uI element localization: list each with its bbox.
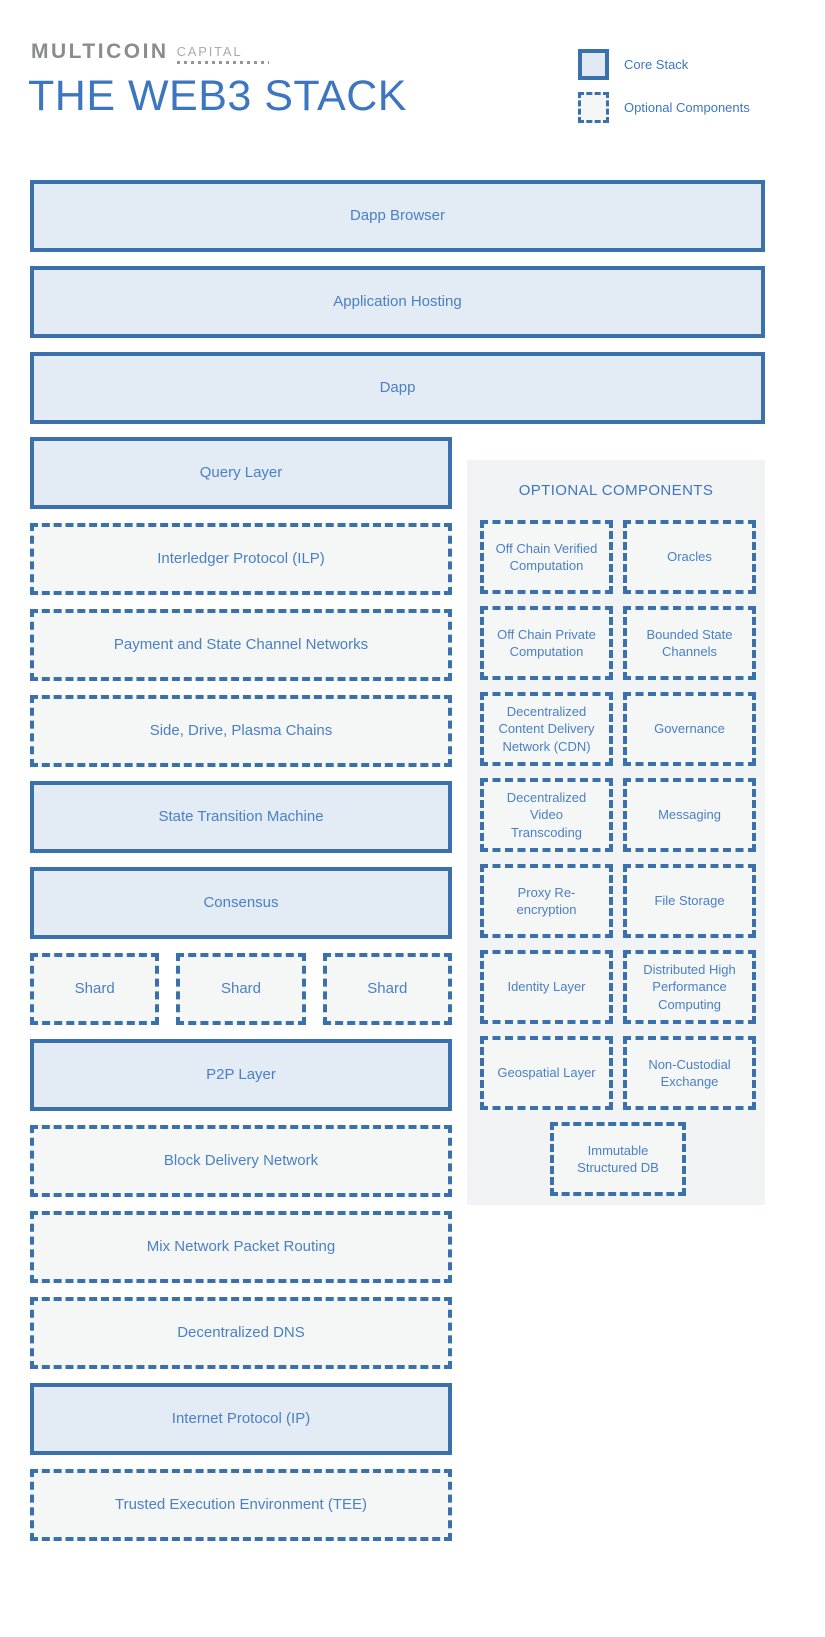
- core-stack-swatch-icon: [578, 49, 609, 80]
- multicoin-capital-logo: [31, 41, 269, 64]
- box-payment-state-channel-networks: Payment and State Channel Networks: [30, 609, 452, 681]
- full-width-stack: [30, 180, 765, 438]
- box-oracles: Oracles: [623, 520, 756, 594]
- box-immutable-structured-db: Immutable Structured DB: [550, 1122, 686, 1196]
- box-mix-network-packet-routing: Mix Network Packet Routing: [30, 1211, 452, 1283]
- logo-subwordmark-wrap: [177, 45, 269, 64]
- optional-components-panel: [467, 460, 765, 1205]
- optional-components-heading: OPTIONAL COMPONENTS: [518, 481, 714, 499]
- legend-row-core: [578, 49, 750, 80]
- box-off-chain-verified-computation: Off Chain Verified Computation: [480, 520, 613, 594]
- box-application-hosting: Application Hosting: [30, 266, 765, 338]
- legend-core-label: Core Stack: [624, 57, 689, 72]
- box-identity-layer: Identity Layer: [480, 950, 613, 1024]
- box-consensus: Consensus: [30, 867, 452, 939]
- optional-row-6: [480, 950, 756, 1024]
- box-messaging: Messaging: [623, 778, 756, 852]
- optional-components-swatch-icon: [578, 92, 609, 123]
- legend: [578, 49, 750, 135]
- box-shard-2: Shard: [176, 953, 305, 1025]
- optional-row-8: [480, 1122, 756, 1196]
- box-state-transition-machine: State Transition Machine: [30, 781, 452, 853]
- optional-row-1: [480, 520, 756, 594]
- box-side-drive-plasma-chains: Side, Drive, Plasma Chains: [30, 695, 452, 767]
- box-bounded-state-channels: Bounded State Channels: [623, 606, 756, 680]
- box-distributed-high-performance-computing: Distributed High Performance Computing: [623, 950, 756, 1024]
- optional-components-grid: [467, 520, 765, 1196]
- box-shard-3: Shard: [323, 953, 452, 1025]
- box-decentralized-cdn: Decentralized Content Delivery Network (CDN): [480, 692, 613, 766]
- box-interledger-protocol: Interledger Protocol (ILP): [30, 523, 452, 595]
- box-file-storage: File Storage: [623, 864, 756, 938]
- optional-row-5: [480, 864, 756, 938]
- logo-subwordmark: CAPITAL: [176, 44, 243, 59]
- logo-dotted-rule: [177, 61, 269, 64]
- box-dapp: Dapp: [30, 352, 765, 424]
- legend-optional-label: Optional Components: [624, 100, 750, 115]
- box-proxy-re-encryption: Proxy Re-encryption: [480, 864, 613, 938]
- optional-row-7: [480, 1036, 756, 1110]
- box-decentralized-dns: Decentralized DNS: [30, 1297, 452, 1369]
- box-p2p-layer: P2P Layer: [30, 1039, 452, 1111]
- box-off-chain-private-computation: Off Chain Private Computation: [480, 606, 613, 680]
- box-non-custodial-exchange: Non-Custodial Exchange: [623, 1036, 756, 1110]
- box-governance: Governance: [623, 692, 756, 766]
- optional-row-2: [480, 606, 756, 680]
- box-internet-protocol: Internet Protocol (IP): [30, 1383, 452, 1455]
- optional-row-4: [480, 778, 756, 852]
- box-query-layer: Query Layer: [30, 437, 452, 509]
- box-shard-1: Shard: [30, 953, 159, 1025]
- optional-row-3: [480, 692, 756, 766]
- box-trusted-execution-environment: Trusted Execution Environment (TEE): [30, 1469, 452, 1541]
- page-title: THE WEB3 STACK: [28, 72, 407, 120]
- shard-row: [30, 953, 452, 1025]
- box-block-delivery-network: Block Delivery Network: [30, 1125, 452, 1197]
- box-decentralized-video-transcoding: Decentralized Video Transcoding: [480, 778, 613, 852]
- legend-row-optional: [578, 92, 750, 123]
- box-geospatial-layer: Geospatial Layer: [480, 1036, 613, 1110]
- logo-wordmark: MULTICOIN: [31, 40, 169, 63]
- left-stack-column: [30, 437, 452, 1555]
- box-dapp-browser: Dapp Browser: [30, 180, 765, 252]
